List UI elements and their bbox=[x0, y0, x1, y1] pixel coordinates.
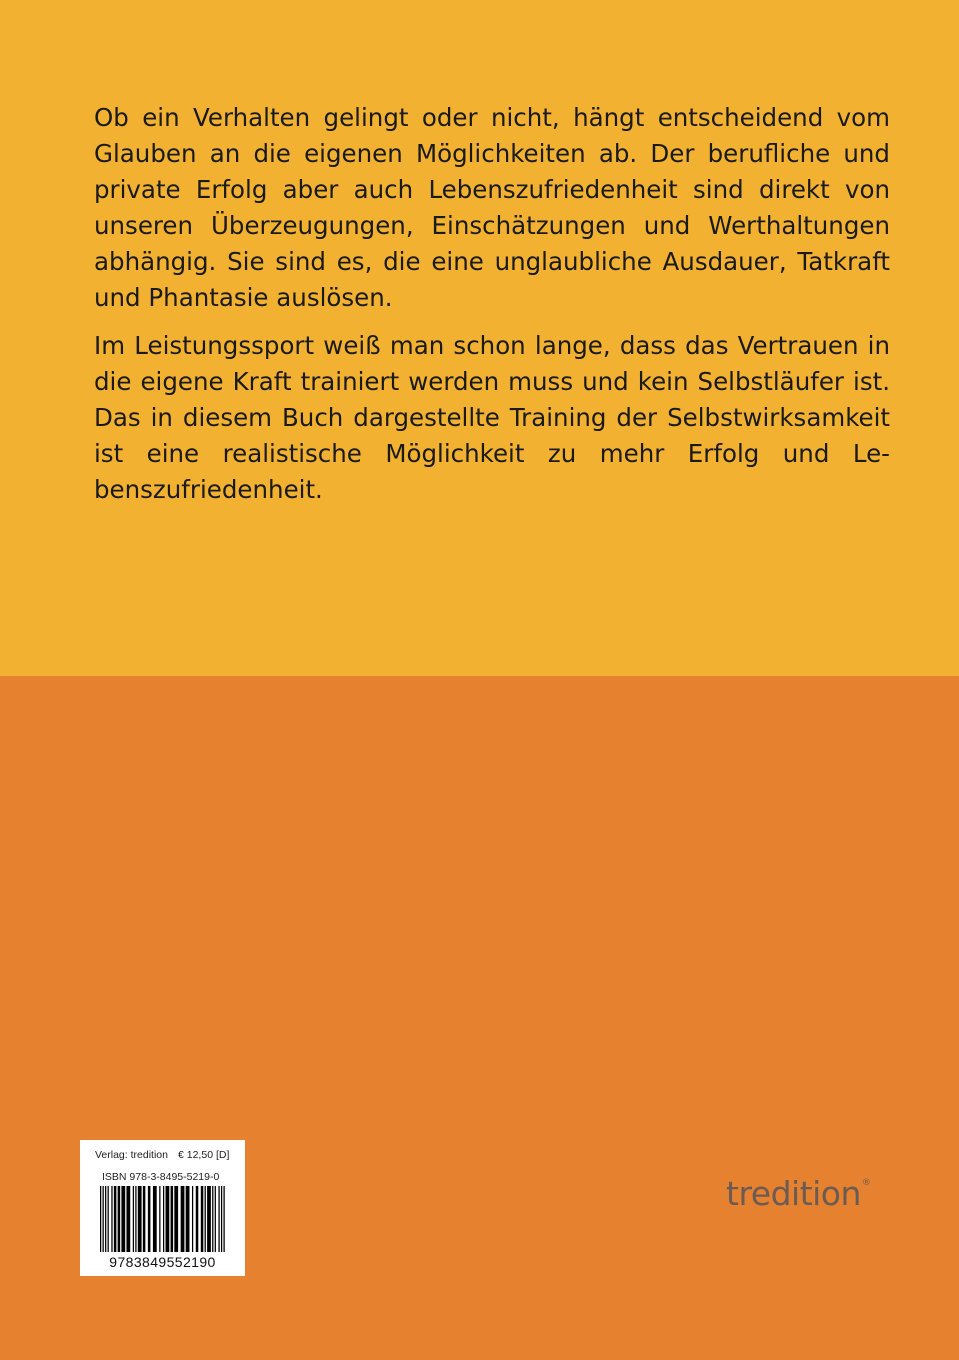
barcode-bar bbox=[223, 1186, 224, 1252]
barcode-bar bbox=[114, 1186, 117, 1252]
price-label: € 12,50 [D] bbox=[178, 1149, 230, 1161]
barcode-bar bbox=[111, 1186, 112, 1252]
barcode-bar bbox=[174, 1186, 178, 1252]
barcode-bar bbox=[205, 1186, 206, 1252]
barcode-number: 9783849552190 bbox=[109, 1254, 216, 1270]
barcode-bar bbox=[221, 1186, 222, 1252]
publisher-label: Verlag: tredition bbox=[95, 1149, 168, 1161]
isbn-label: ISBN 978-3-8495-5219-0 bbox=[102, 1171, 220, 1183]
blurb-paragraph-1: Ob ein Verhalten gelingt oder nicht, hängt entscheidend vom Glauben an die eigenen Möglichkeiten ab. Der berufliche und private Erfolg aber auch Lebenszufriedenheit sind direkt von unseren Überzeugungen, Einschätzungen und Werthaltungen abhängig. Sie sind es, die eine unglaubliche Ausdauer, Tatkraft und Phantasie auslösen. bbox=[94, 103, 890, 312]
barcode-bar bbox=[192, 1186, 193, 1252]
barcode-bar bbox=[181, 1186, 185, 1252]
barcode-bar bbox=[143, 1186, 146, 1252]
barcode-bar bbox=[196, 1186, 199, 1252]
barcode-bar bbox=[166, 1186, 170, 1252]
barcode-bar bbox=[153, 1186, 157, 1252]
registered-mark-icon: ® bbox=[861, 1178, 871, 1188]
barcode-bar bbox=[103, 1186, 104, 1252]
barcode-bar bbox=[133, 1186, 134, 1252]
barcode-bar bbox=[105, 1186, 106, 1252]
blurb-paragraph-2: Im Leistungssport weiß man schon lange, dass das Vertrauen in die eigene Kraft trainiert werden muss und kein Selbstläufer ist. Das in diesem Buch dargestellte Training der Selbstwirksamkeit ist eine realistische Möglichkeit zu mehr Erfolg und Lebenszufriedenheit. bbox=[94, 331, 890, 504]
barcode-bar bbox=[118, 1186, 121, 1252]
barcode-bar bbox=[100, 1186, 101, 1252]
barcode-bar bbox=[159, 1186, 160, 1252]
tredition-logo bbox=[726, 1174, 870, 1213]
isbn-barcode-label bbox=[80, 1140, 245, 1276]
barcode-bar bbox=[207, 1186, 211, 1252]
logo-text: tredition bbox=[726, 1174, 861, 1213]
barcode-bar bbox=[126, 1186, 130, 1252]
barcode-bar bbox=[186, 1186, 190, 1252]
barcode-bar bbox=[215, 1186, 216, 1252]
barcode-bar bbox=[148, 1186, 151, 1252]
barcode-bar bbox=[135, 1186, 136, 1252]
barcode-bar bbox=[218, 1186, 219, 1252]
barcode-bar bbox=[171, 1186, 174, 1252]
barcode-bar bbox=[212, 1186, 213, 1252]
barcode-bar bbox=[201, 1186, 204, 1252]
barcode-bar bbox=[138, 1186, 142, 1252]
barcode-bar bbox=[163, 1186, 164, 1252]
barcode-icon bbox=[100, 1186, 226, 1252]
barcode-bar bbox=[121, 1186, 125, 1252]
barcode-bar bbox=[108, 1186, 109, 1252]
back-cover-blurb bbox=[94, 100, 890, 520]
